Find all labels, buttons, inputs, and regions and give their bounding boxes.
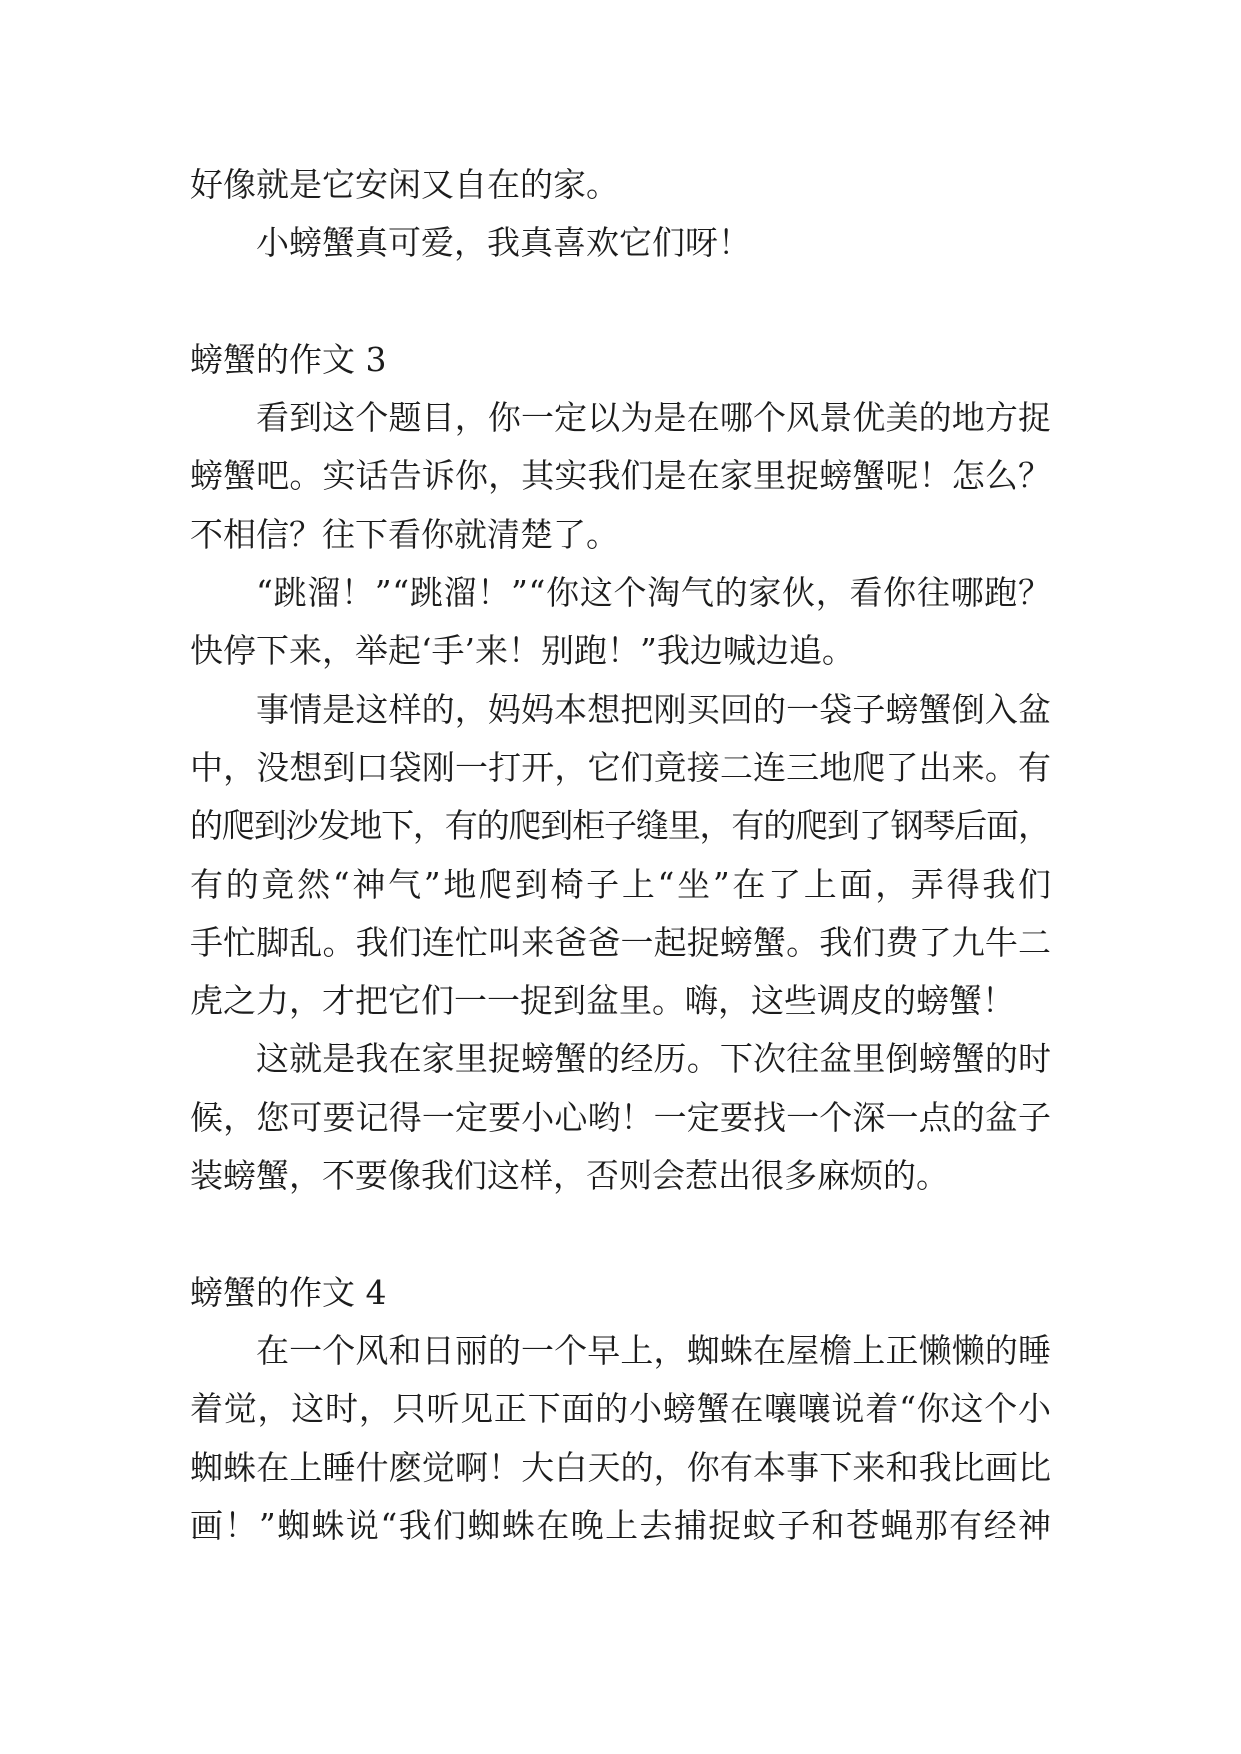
text-line: 事情是这样的，妈妈本想把刚买回的一袋子螃蟹倒入盆 [256,689,1052,729]
text-line: 有的竟然“神气”地爬到椅子上“坐”在了上面，弄得我们 [190,864,1054,904]
essay-title: 螃蟹的作文 3 [190,339,387,379]
paragraph [190,681,1054,1031]
text-line: 不相信？往下看你就清楚了。 [190,514,619,554]
text-line: 的爬到沙发地下，有的爬到柜子缝里，有的爬到了钢琴后面， [190,806,1050,846]
blank-line [190,1205,1051,1263]
text-line: 快停下来，举起‘手’来！别跑！”我边喊边追。 [190,631,855,671]
text-line: 小螃蟹真可爱，我真喜欢它们呀！ [256,223,751,263]
text-line: 在一个风和日丽的一个早上，蜘蛛在屋檐上正懒懒的睡 [256,1330,1052,1370]
essay-title: 螃蟹的作文 4 [190,1272,387,1312]
text-line: 装螃蟹，不要像我们这样，否则会惹出很多麻烦的。 [190,1156,949,1196]
paragraph [190,389,1051,564]
text-line: 虎之力，才把它们一一捉到盆里。嗨，这些调皮的螃蟹！ [190,981,1015,1021]
text-line: “跳溜！”“跳溜！”“你这个淘气的家伙，看你往哪跑？ [256,573,1052,613]
document-body [190,156,1054,1555]
text-line: 画！”蜘蛛说“我们蜘蛛在晚上去捕捉蚊子和苍蝇那有经神 [190,1505,1053,1545]
text-line: 好像就是它安闲又自在的家。 [190,165,619,204]
text-line: 看到这个题目，你一定以为是在哪个风景优美的地方捉 [256,398,1052,438]
text-line: 螃蟹吧。实话告诉你，其实我们是在家里捉螃蟹呢！怎么？ [190,456,1052,496]
text-line: 候，您可要记得一定要小心哟！一定要找一个深一点的盆子 [190,1097,1052,1137]
paragraph [190,1322,1051,1555]
text-line: 蜘蛛在上睡什麽觉啊！大白天的，你有本事下来和我比画比 [190,1447,1052,1487]
blank-line [190,273,1051,331]
paragraph [190,1030,1051,1205]
text-line: 中，没想到口袋刚一打开，它们竟接二连三地爬了出来。有 [190,747,1052,787]
text-line: 这就是我在家里捉螃蟹的经历。下次往盆里倒螃蟹的时 [256,1039,1052,1079]
text-line: 着觉，这时，只听见正下面的小螃蟹在嚷嚷说着“你这个小 [190,1389,1052,1429]
paragraph [190,564,1051,681]
text-line: 手忙脚乱。我们连忙叫来爸爸一起捉螃蟹。我们费了九牛二 [190,922,1052,962]
